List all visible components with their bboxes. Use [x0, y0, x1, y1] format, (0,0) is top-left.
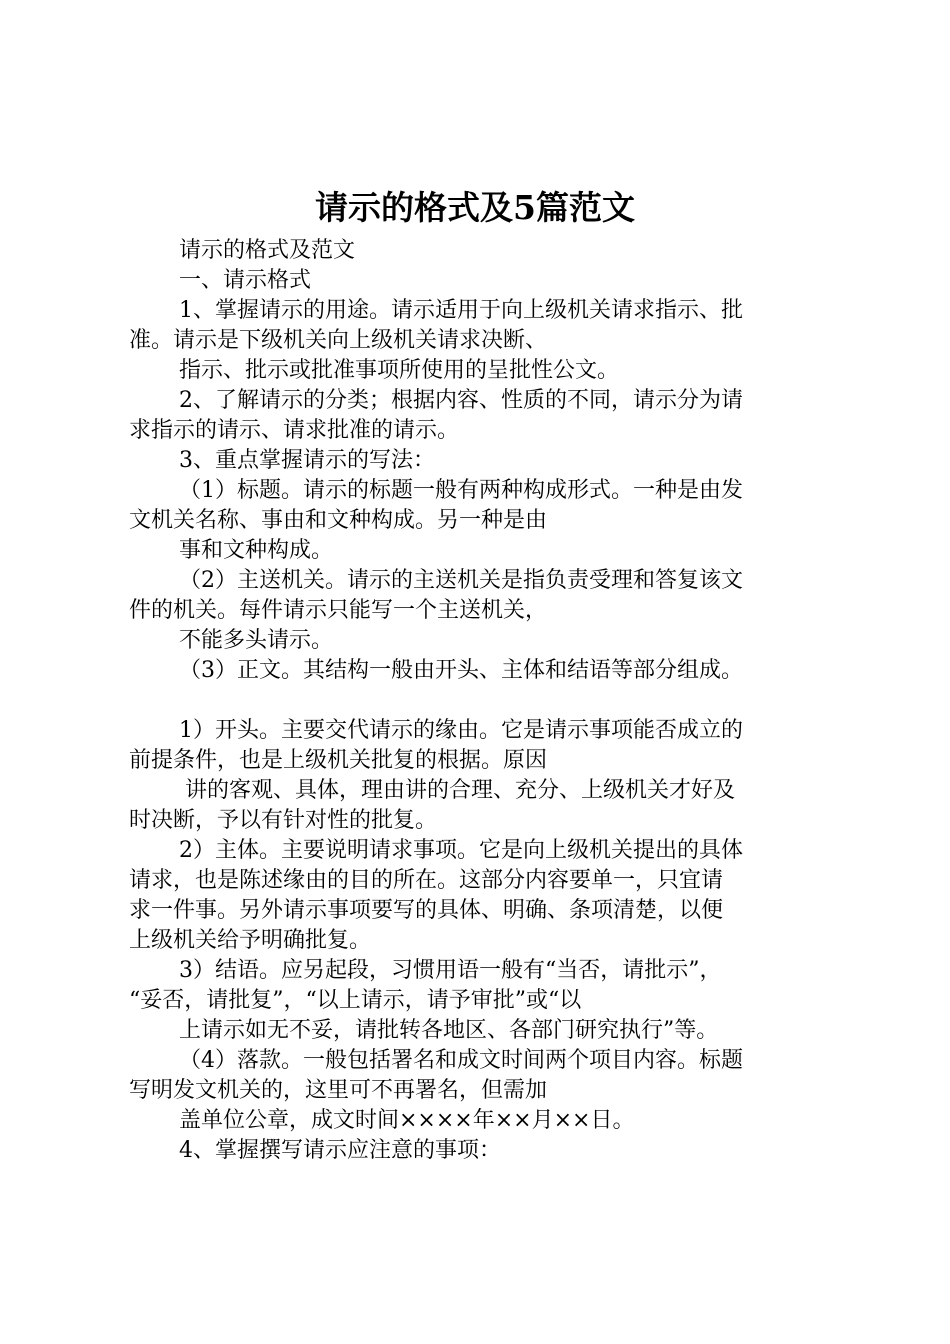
paragraph-line: 盖单位公章，成文时间××××年××月××日。 [179, 1108, 635, 1133]
paragraph-line: 1、掌握请示的用途。请示适用于向上级机关请求指示、批 [179, 298, 743, 323]
paragraph-line: 时决断，予以有针对性的批复。 [129, 808, 438, 833]
paragraph-line: 3、重点掌握请示的写法： [179, 448, 435, 473]
paragraph-line: 上级机关给予明确批复。 [129, 928, 372, 953]
paragraph-line: 1）开头。主要交代请示的缘由。它是请示事项能否成立的 [179, 718, 743, 743]
paragraph-line: 准。请示是下级机关向上级机关请求决断、 [129, 328, 548, 353]
paragraph-line: 前提条件，也是上级机关批复的根据。原因 [129, 748, 548, 773]
paragraph-line: 指示、批示或批准事项所使用的呈批性公文。 [179, 358, 620, 383]
paragraph-line: 2、了解请示的分类；根据内容、性质的不同，请示分为请 [179, 388, 743, 413]
paragraph-line: 求指示的请示、请求批准的请示。 [129, 418, 460, 443]
paragraph-line: 文机关名称、事由和文种构成。另一种是由 [129, 508, 548, 533]
document-title: 请示的格式及5篇范文 [315, 188, 635, 227]
paragraph-line: 不能多头请示。 [179, 628, 334, 653]
paragraph-line: 上请示如无不妥，请批转各地区、各部门研究执行”等。 [179, 1018, 719, 1043]
blank-line [129, 686, 829, 716]
paragraph-line: 写明发文机关的，这里可不再署名，但需加 [129, 1078, 548, 1103]
paragraph-line: 3）结语。应另起段，习惯用语一般有“当否，请批示”， [179, 958, 722, 983]
paragraph-line: 事和文种构成。 [179, 538, 334, 563]
paragraph-line: 4、掌握撰写请示应注意的事项： [179, 1138, 501, 1163]
paragraph-line: （3）正文。其结构一般由开头、主体和结语等部分组成。 [179, 658, 743, 683]
paragraph-line: 求一件事。另外请示事项要写的具体、明确、条项清楚，以便 [129, 898, 724, 923]
document-body [129, 236, 829, 1166]
paragraph-line: 请求，也是陈述缘由的目的所在。这部分内容要单一，只宜请 [129, 868, 724, 893]
paragraph-line: （4）落款。一般包括署名和成文时间两个项目内容。标题 [179, 1048, 743, 1073]
paragraph-line: “妥否，请批复”，“以上请示，请予审批”或“以 [129, 988, 582, 1013]
paragraph-line: 讲的客观、具体，理由讲的合理、充分、上级机关才好及 [185, 778, 736, 803]
subtitle-line: 请示的格式及范文 [179, 238, 356, 263]
paragraph-line: 2）主体。主要说明请求事项。它是向上级机关提出的具体 [179, 838, 743, 863]
paragraph-line: 件的机关。每件请示只能写一个主送机关， [129, 598, 548, 623]
paragraph-line: （2）主送机关。请示的主送机关是指负责受理和答复该文 [179, 568, 743, 593]
paragraph-line: （1）标题。请示的标题一般有两种构成形式。一种是由发 [179, 478, 743, 503]
section-heading: 一、请示格式 [179, 268, 312, 293]
